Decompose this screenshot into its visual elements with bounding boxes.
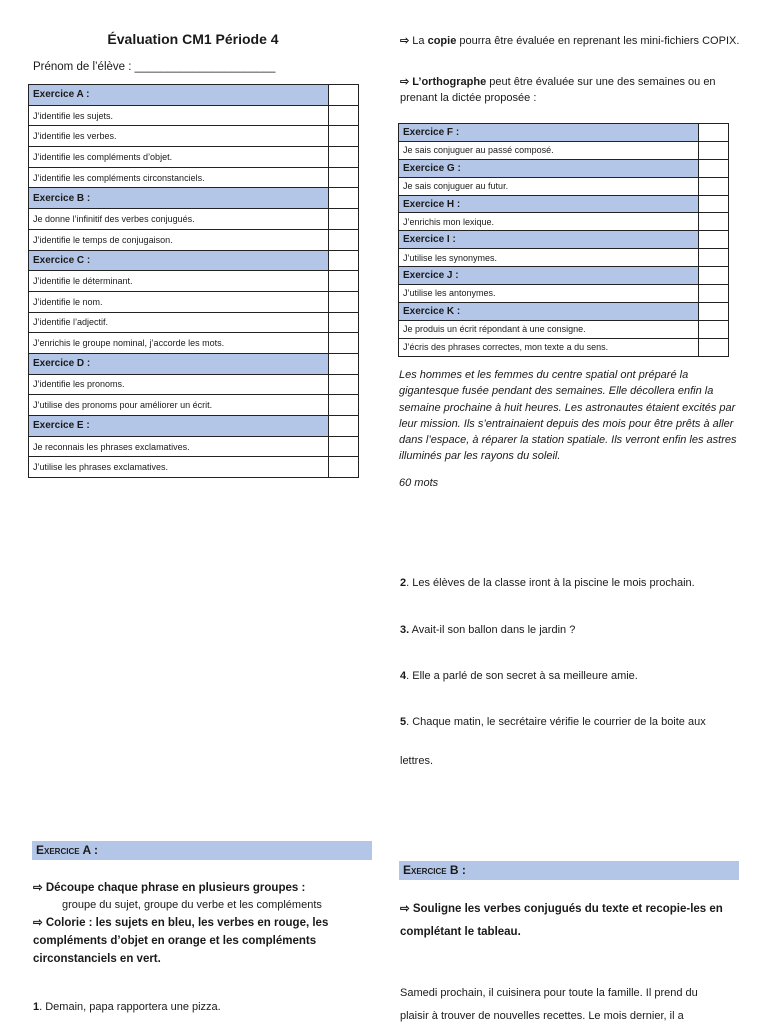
exercise-header-row — [399, 231, 729, 249]
evaluation-cell — [329, 105, 359, 126]
competency-row — [29, 436, 359, 457]
competency-row — [29, 374, 359, 395]
arrow-right-icon: ⇨ — [33, 882, 43, 894]
evaluation-cell — [329, 333, 359, 354]
exercise-header-row — [399, 302, 729, 320]
competency-row — [29, 105, 359, 126]
competency-label: J’identifie les pronoms. — [29, 374, 329, 395]
evaluation-cell — [329, 147, 359, 168]
evaluation-cell — [329, 209, 359, 230]
competency-table-left — [28, 84, 359, 478]
evaluation-cell — [329, 374, 359, 395]
evaluation-cell — [699, 320, 729, 338]
exercise-label: Exercice F : — [399, 124, 699, 142]
competency-row — [29, 291, 359, 312]
competency-label: Je reconnais les phrases exclamatives. — [29, 436, 329, 457]
competency-row — [399, 141, 729, 159]
competency-row — [399, 320, 729, 338]
exercise-header-row — [29, 188, 359, 209]
sentence-5-continued: lettres. — [400, 755, 434, 767]
exercise-header-row — [399, 195, 729, 213]
exercise-label: Exercice C : — [29, 250, 329, 271]
exercise-label: Exercice E : — [29, 416, 329, 437]
copie-note: ⇨ La copie pourra être évaluée en reprenant les mini-fichiers COPIX. — [400, 35, 740, 47]
exercise-a-groups: groupe du sujet, groupe du verbe et les compléments — [62, 899, 322, 911]
competency-label: Je sais conjuguer au passé composé. — [399, 141, 699, 159]
competency-label: J’identifie le temps de conjugaison. — [29, 229, 329, 250]
evaluation-cell — [329, 271, 359, 292]
competency-row — [29, 147, 359, 168]
competency-label: J’enrichis le groupe nominal, j’accorde les mots. — [29, 333, 329, 354]
dictation-text: Les hommes et les femmes du centre spatial ont préparé la gigantesque fusée pendant des semaines. Elle décollera enfin la semaine prochaine à huit heures. Les astronautes étaient excités par leur mission. Ils s’entrainaient depuis des mois pour être prêts à aller dans l’espace, à réparer la station spatiale. Ils verront enfin les astres illuminés par les rayons du soleil. — [399, 369, 737, 463]
evaluation-cell — [699, 249, 729, 267]
exercise-label: Exercice I : — [399, 231, 699, 249]
evaluation-cell — [699, 213, 729, 231]
evaluation-cell — [329, 436, 359, 457]
exercise-label: Exercice G : — [399, 159, 699, 177]
competency-label: J’utilise les phrases exclamatives. — [29, 457, 329, 478]
competency-row — [29, 271, 359, 292]
competency-row — [29, 333, 359, 354]
exercise-label: Exercice K : — [399, 302, 699, 320]
competency-row — [399, 249, 729, 267]
competency-row — [29, 229, 359, 250]
exercise-header-row — [29, 416, 359, 437]
evaluation-cell — [329, 416, 359, 437]
competency-label: J’enrichis mon lexique. — [399, 213, 699, 231]
evaluation-cell — [329, 312, 359, 333]
exercise-header-row — [29, 85, 359, 106]
competency-label: Je sais conjuguer au futur. — [399, 177, 699, 195]
evaluation-cell — [329, 250, 359, 271]
competency-row — [399, 177, 729, 195]
competency-label: J’identifie les compléments d’objet. — [29, 147, 329, 168]
evaluation-cell — [329, 85, 359, 106]
evaluation-cell — [699, 124, 729, 142]
arrow-right-icon: ⇨ — [33, 917, 43, 929]
competency-row — [29, 126, 359, 147]
evaluation-cell — [329, 395, 359, 416]
exercise-b-text-line-1: Samedi prochain, il cuisinera pour toute la famille. Il prend du — [400, 987, 698, 999]
competency-row — [399, 338, 729, 356]
exercise-b-text-line-2: plaisir à trouver de nouvelles recettes. Le mois dernier, il a — [400, 1010, 684, 1022]
orthographe-note: ⇨ L’orthographe peut être évaluée sur une des semaines ou en prenant la dictée proposée : — [400, 76, 716, 104]
competency-table-right — [398, 123, 729, 357]
evaluation-cell — [329, 188, 359, 209]
evaluation-cell — [699, 141, 729, 159]
sentence-3: 3. Avait-il son ballon dans le jardin ? — [400, 624, 576, 636]
competency-label: J’identifie les verbes. — [29, 126, 329, 147]
evaluation-cell — [699, 195, 729, 213]
evaluation-cell — [329, 457, 359, 478]
evaluation-cell — [329, 291, 359, 312]
sentence-4: 4. Elle a parlé de son secret à sa meilleure amie. — [400, 670, 638, 682]
evaluation-cell — [699, 267, 729, 285]
evaluation-cell — [699, 159, 729, 177]
competency-label: J’identifie les sujets. — [29, 105, 329, 126]
exercise-header-row — [29, 250, 359, 271]
evaluation-cell — [699, 231, 729, 249]
arrow-right-icon: ⇨ — [400, 903, 410, 915]
competency-label: J’utilise les synonymes. — [399, 249, 699, 267]
student-name-field: Prénom de l’élève : ______________________ — [33, 61, 276, 73]
exercise-header-row — [399, 159, 729, 177]
evaluation-cell — [699, 177, 729, 195]
competency-label: J’identifie le nom. — [29, 291, 329, 312]
exercise-b-heading: Exercice B : — [399, 861, 739, 880]
exercise-a-instruction-1: ⇨ Découpe chaque phrase en plusieurs groupes : — [33, 882, 306, 894]
evaluation-cell — [329, 167, 359, 188]
competency-row — [29, 457, 359, 478]
competency-label: Je donne l’infinitif des verbes conjugués. — [29, 209, 329, 230]
page-title: Évaluation CM1 Période 4 — [107, 31, 279, 47]
exercise-label: Exercice A : — [29, 85, 329, 106]
competency-label: J’écris des phrases correctes, mon texte a du sens. — [399, 338, 699, 356]
competency-row — [399, 285, 729, 303]
evaluation-cell — [329, 126, 359, 147]
evaluation-cell — [699, 302, 729, 320]
competency-row — [29, 312, 359, 333]
exercise-label: Exercice J : — [399, 267, 699, 285]
exercise-label: Exercice B : — [29, 188, 329, 209]
evaluation-cell — [329, 353, 359, 374]
sentence-2: 2. Les élèves de la classe iront à la piscine le mois prochain. — [400, 577, 695, 589]
exercise-label: Exercice H : — [399, 195, 699, 213]
exercise-a-instruction-2: ⇨ Colorie : les sujets en bleu, les verbes en rouge, les compléments d’objet en orange et les compléments circonstanciels en vert. — [33, 917, 329, 965]
exercise-header-row — [399, 267, 729, 285]
evaluation-cell — [699, 285, 729, 303]
competency-label: J’utilise des pronoms pour améliorer un écrit. — [29, 395, 329, 416]
competency-row — [29, 209, 359, 230]
competency-label: J’identifie les compléments circonstanciels. — [29, 167, 329, 188]
arrow-right-icon: ⇨ — [400, 76, 410, 88]
competency-label: J’utilise les antonymes. — [399, 285, 699, 303]
sentence-5: 5. Chaque matin, le secrétaire vérifie le courrier de la boite aux — [400, 716, 706, 728]
competency-row — [399, 213, 729, 231]
competency-row — [29, 395, 359, 416]
competency-label: Je produis un écrit répondant à une consigne. — [399, 320, 699, 338]
exercise-b-instruction: ⇨ Souligne les verbes conjugués du texte et recopie-les en complétant le tableau. — [400, 903, 723, 938]
competency-row — [29, 167, 359, 188]
exercise-label: Exercice D : — [29, 353, 329, 374]
word-count: 60 mots — [399, 477, 439, 489]
exercise-header-row — [29, 353, 359, 374]
competency-label: J’identifie l’adjectif. — [29, 312, 329, 333]
arrow-right-icon: ⇨ — [400, 35, 410, 47]
exercise-header-row — [399, 124, 729, 142]
exercise-a-heading: Exercice A : — [32, 841, 372, 860]
competency-label: J’identifie le déterminant. — [29, 271, 329, 292]
evaluation-cell — [699, 338, 729, 356]
evaluation-cell — [329, 229, 359, 250]
exercise-a-sentence-1: 1. Demain, papa rapportera une pizza. — [33, 1001, 221, 1013]
